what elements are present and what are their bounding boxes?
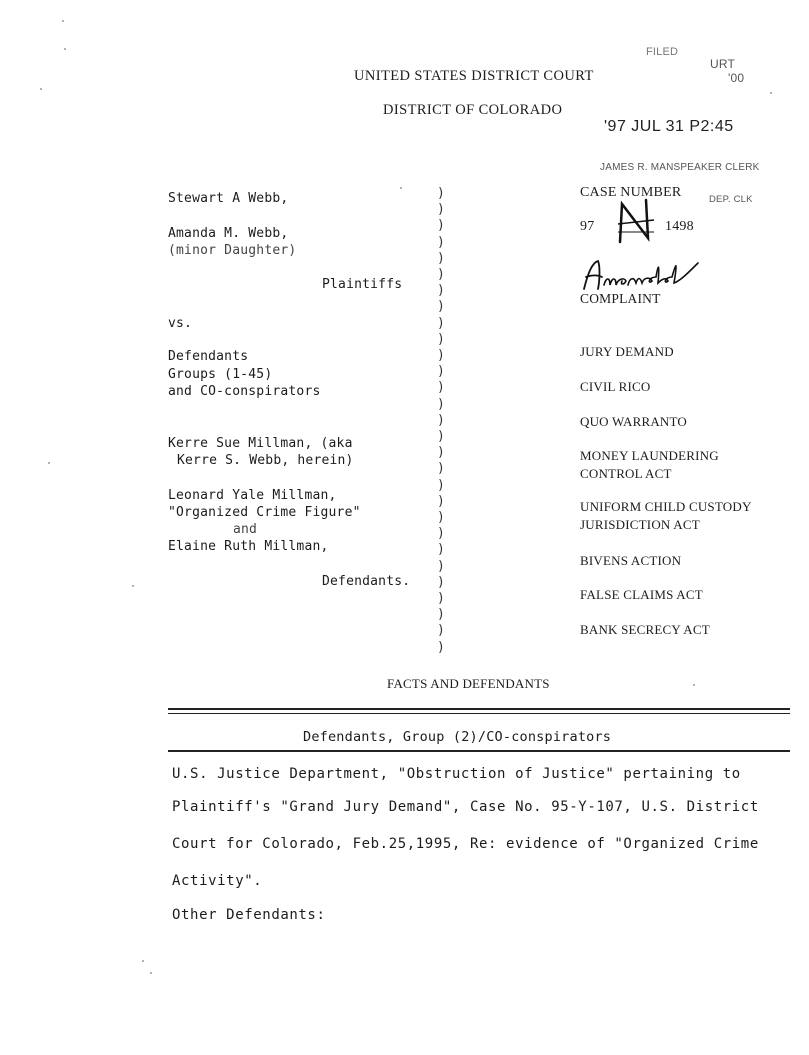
defendant-groups-line-3: and CO-conspirators [168,384,321,399]
court-name: UNITED STATES DISTRICT COURT [354,68,594,84]
claim-child-custody: UNIFORM CHILD CUSTODY [580,499,752,514]
defendants-label: Defendants. [322,574,411,589]
group-rule [168,750,790,752]
case-number: 1498 [665,219,694,234]
plaintiff-name-2: Amanda M. Webb, [168,226,289,241]
paragraph-line-2: Plaintiff's "Grand Jury Demand", Case No. 95-Y-107, U.S. District [172,799,759,815]
section-title: FACTS AND DEFENDANTS [387,676,550,691]
defendant-groups-line-2: Groups (1-45) [168,367,273,382]
complaint-title: COMPLAINT [580,291,661,306]
section-rule-top [168,708,790,710]
defendant-1-line-1: Kerre Sue Millman, (aka [168,436,353,451]
case-number-label: CASE NUMBER [580,185,682,200]
section-rule-top-thin [168,713,790,714]
stamp-filed-fragment: FILED [646,46,679,58]
scan-speck [693,684,695,686]
versus-label: vs. [168,316,193,331]
scan-speck [40,88,42,90]
stamp-year-fragment: '00 [728,71,745,85]
caption-paren-column: ) ) ) ) ) ) ) ) ) ) ) ) ) ) ) ) ) ) ) ) ) ) ) ) ) ) ) ) ) [437,186,445,655]
plaintiff-name-1: Stewart A Webb, [168,191,289,206]
claim-jury-demand: JURY DEMAND [580,344,674,359]
claim-false-claims: FALSE CLAIMS ACT [580,587,703,602]
case-year: 97 [580,219,595,234]
defendant-3-name: Elaine Ruth Millman, [168,539,329,554]
stamp-dep-clerk: DEP. CLK [709,194,753,205]
scan-speck [150,972,152,974]
claim-child-custody-cont: JURISDICTION ACT [580,517,700,532]
claim-money-laundering-cont: CONTROL ACT [580,466,672,481]
stamp-court-fragment: URT [710,57,736,71]
defendant-2-line-3: and [233,522,258,537]
claim-bivens-action: BIVENS ACTION [580,553,682,568]
scan-speck [62,20,64,22]
judge-initial-mark [616,198,656,246]
plaintiff-2-note: (minor Daughter) [168,243,297,258]
court-district: DISTRICT OF COLORADO [383,102,563,118]
scan-speck [132,585,134,587]
scan-speck [142,960,144,962]
scan-speck [64,48,66,50]
claim-money-laundering: MONEY LAUNDERING [580,448,719,463]
defendant-1-line-2: Kerre S. Webb, herein) [177,453,354,468]
paragraph-line-4: Activity". [172,873,263,889]
stamp-date: '97 JUL 31 P2:45 [604,118,734,135]
stamp-clerk: JAMES R. MANSPEAKER CLERK [600,162,760,173]
group-heading: Defendants, Group (2)/CO-conspirators [303,729,612,745]
amended-handwriting-graphic [578,255,708,295]
claim-civil-rico: CIVIL RICO [580,379,651,394]
claim-bank-secrecy: BANK SECRECY ACT [580,622,710,637]
other-defendants-label: Other Defendants: [172,907,326,923]
scan-speck [48,462,50,464]
paragraph-line-1: U.S. Justice Department, "Obstruction of Justice" pertaining to [172,766,741,782]
paragraph-line-3: Court for Colorado, Feb.25,1995, Re: evidence of "Organized Crime [172,836,759,852]
defendant-groups-line-1: Defendants [168,349,249,364]
defendant-2-line-2: "Organized Crime Figure" [168,505,361,520]
scan-speck [770,92,772,94]
scan-speck [400,187,402,189]
claim-quo-warranto: QUO WARRANTO [580,414,688,429]
plaintiffs-label: Plaintiffs [322,277,403,292]
defendant-2-line-1: Leonard Yale Millman, [168,488,337,503]
